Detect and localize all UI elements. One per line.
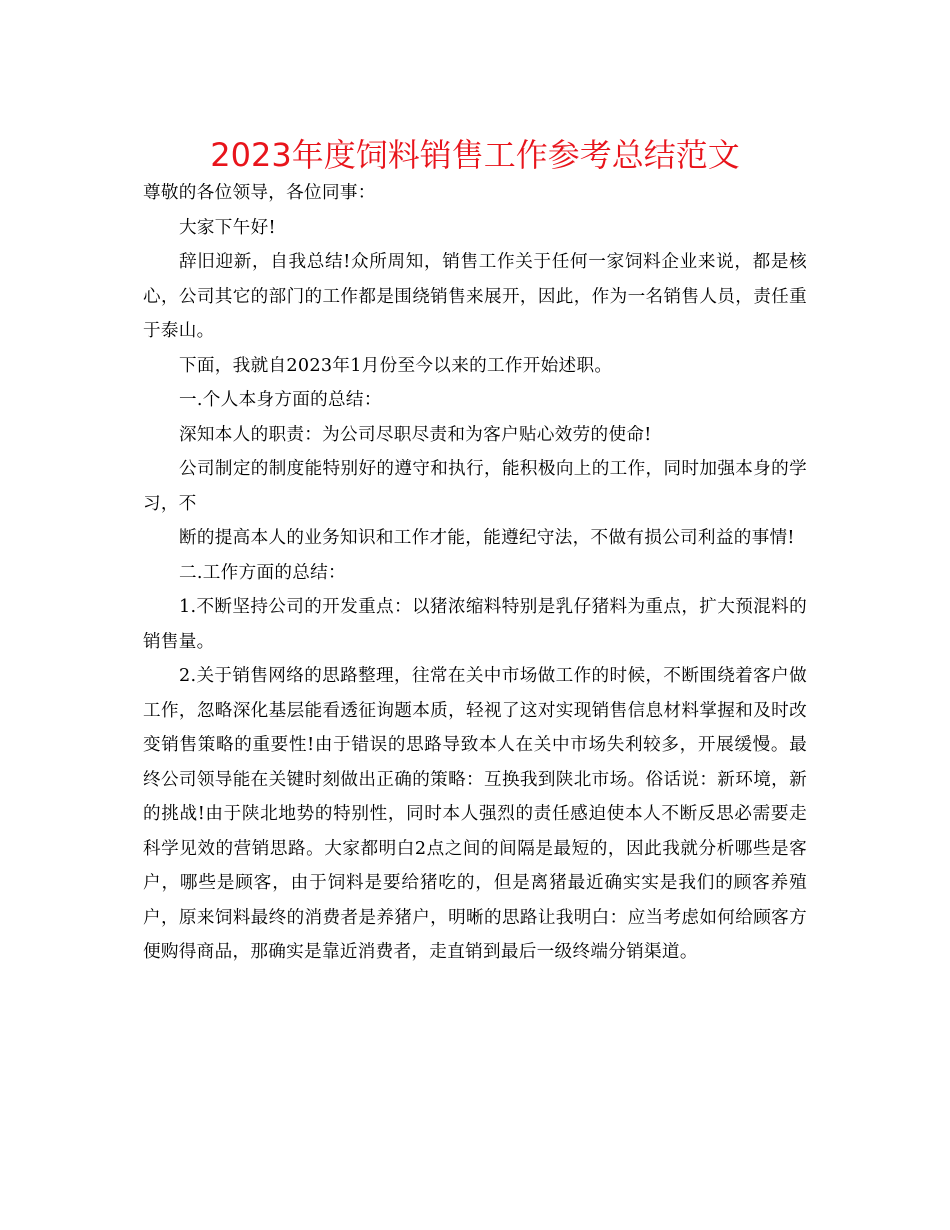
document-title: 2023年度饲料销售工作参考总结范文: [210, 136, 740, 174]
rules-paragraph: 公司制定的制度能特别好的遵守和执行，能积极向上的工作，同时加强本身的学习，不: [143, 459, 807, 514]
work-point-1: 1.不断坚持公司的开发重点：以猪浓缩料特别是乳仔猪料为重点，扩大预混料的销售量。: [143, 597, 807, 652]
intro-paragraph: 辞旧迎新，自我总结!众所周知，销售工作关于任何一家饲料企业来说，都是核心，公司其它的部门的工作都是围绕销售来展开，因此，作为一名销售人员，责任重于泰山。: [143, 252, 807, 341]
section-heading-work: 二.工作方面的总结：: [179, 562, 346, 583]
duty-paragraph: 深知本人的职责：为公司尽职尽责和为客户贴心效劳的使命!: [179, 424, 652, 445]
report-start-paragraph: 下面，我就自2023年1月份至今以来的工作开始述职。: [179, 355, 613, 376]
section-heading-personal: 一.个人本身方面的总结：: [179, 390, 382, 410]
greeting-paragraph: 大家下午好!: [179, 217, 276, 238]
work-point-2: 2.关于销售网络的思路整理，往常在关中市场做工作的时候，不断围绕着客户做工作，忽略深化基层能看透征询题本质，轻视了这对实现销售信息材料掌握和及时改变销售策略的重要性!由于错误的思路导致本人在关中市场失利较多，开展缓慢。最终公司领导能在关键时刻做出正确的策略：互换我到陕北市场。俗话说：新环境，新的挑战!由于陕北地势的特别性，同时本人强烈的责任感迫使本人不断反思必需要走科学见效的营销思路。大家都明白2点之间的间隔是最短的，因此我就分析哪些是客户，哪些是顾客，由于饲料是要给猪吃的，但是离猪最近确实实是我们的顾客养殖户，原来饲料最终的消费者是养猪户，明晰的思路让我明白：应当考虑如何给顾客方便购得商品，那确实是靠近消费者，走直销到最后一级终端分销渠道。: [143, 666, 807, 962]
improvement-paragraph: 断的提高本人的业务知识和工作才能，能遵纪守法，不做有损公司利益的事情!: [179, 528, 795, 548]
salutation-paragraph: 尊敬的各位领导，各位同事：: [143, 183, 376, 203]
document-body: [143, 176, 807, 970]
